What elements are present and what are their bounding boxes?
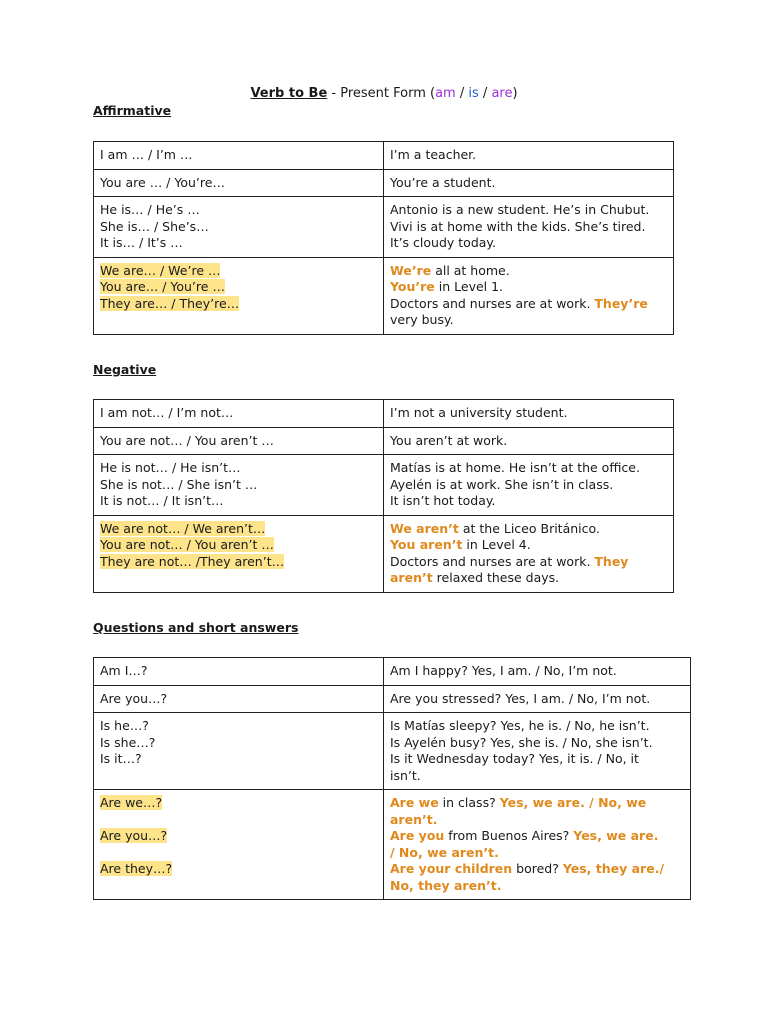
title-am: am — [435, 86, 456, 101]
cell-text: You are not… / You aren’t … — [100, 432, 274, 448]
cell-text: from Buenos Aires? — [444, 828, 574, 843]
questions-heading: Questions and short answers — [93, 620, 299, 635]
cell-text: Doctors and nurses are at work. — [390, 553, 595, 569]
highlight-word: We’re — [390, 262, 432, 278]
title-close: ) — [512, 86, 518, 101]
cell-text: in Level 4. — [462, 537, 531, 552]
cell-text: You aren’t at work. — [390, 432, 508, 448]
questions-table — [93, 657, 691, 900]
cell-text: Doctors and nurses are at work. — [390, 295, 595, 311]
highlight-word: They’re — [594, 295, 648, 311]
table-cell — [384, 790, 691, 900]
table-cell — [384, 685, 691, 713]
table-cell — [384, 257, 674, 334]
cell-text: Are you…? — [100, 690, 168, 706]
table-cell — [384, 455, 674, 516]
cell-text: You’re a student. — [390, 174, 496, 190]
table-row — [94, 257, 674, 334]
cell-text: in Level 1. — [434, 279, 504, 294]
highlight-word: aren’t — [390, 570, 433, 585]
cell-text: He is… / He’s … — [100, 202, 200, 217]
cell-text: relaxed these days. — [432, 570, 560, 585]
highlight-word: / No, we aren’t. — [390, 844, 499, 860]
table-cell — [94, 685, 384, 713]
table-row — [94, 685, 691, 713]
table-cell — [384, 658, 691, 686]
cell-text: Am I…? — [100, 663, 148, 678]
cell-text: very busy. — [390, 312, 454, 327]
table-cell — [384, 400, 674, 428]
table-cell — [94, 455, 384, 516]
highlight-word: Yes, they are./ — [562, 861, 665, 876]
highlighted-text: Are we…? — [100, 795, 163, 810]
affirmative-heading: Affirmative — [93, 103, 172, 118]
cell-text: It’s cloudy today. — [390, 235, 496, 250]
cell-text: Matías is at home. He isn’t at the office. — [390, 460, 640, 475]
cell-text: It is not… / It isn’t… — [100, 493, 224, 508]
table-row — [94, 427, 674, 455]
cell-text: Is Ayelén busy? Yes, she is. / No, she isn’t. — [390, 734, 653, 750]
table-cell — [94, 713, 384, 790]
cell-text: Is she…? — [100, 734, 156, 750]
cell-text: She is… / She’s… — [100, 218, 209, 234]
table-row — [94, 455, 674, 516]
table-row — [94, 400, 674, 428]
highlighted-text: We are not… / We aren’t… — [100, 520, 266, 536]
cell-text: Are you stressed? Yes, I am. / No, I’m not. — [390, 690, 651, 706]
cell-text: Is it…? — [100, 751, 142, 766]
cell-text: Am I happy? Yes, I am. / No, I’m not. — [390, 663, 617, 678]
cell-text: all at home. — [431, 262, 510, 278]
table-cell — [94, 427, 384, 455]
negative-table — [93, 399, 674, 593]
highlighted-text: You are not… / You aren’t … — [100, 537, 274, 552]
title-verb: Verb to Be — [250, 86, 328, 101]
table-cell — [94, 400, 384, 428]
highlight-word: Are we — [390, 795, 439, 810]
cell-text: bored? — [512, 861, 563, 876]
highlight-word: Are you — [390, 828, 445, 843]
table-cell — [94, 790, 384, 900]
highlighted-text: They are… / They’re… — [100, 295, 240, 311]
table-row — [94, 790, 691, 900]
cell-text: Ayelén is at work. She isn’t in class. — [390, 476, 614, 492]
table-cell — [94, 169, 384, 197]
cell-text: You are … / You’re… — [100, 174, 225, 190]
highlight-word: Are your children — [390, 861, 513, 876]
cell-text: I’m not a university student. — [390, 405, 568, 420]
cell-text: Is it Wednesday today? Yes, it is. / No, it — [390, 751, 639, 766]
cell-text: Is he…? — [100, 718, 149, 733]
table-cell — [384, 142, 674, 170]
table-row — [94, 197, 674, 258]
highlight-word: They — [594, 553, 629, 569]
cell-text: I am not… / I’m not… — [100, 405, 234, 420]
table-cell — [384, 713, 691, 790]
cell-text: It is… / It’s … — [100, 235, 183, 250]
cell-text: Is Matías sleepy? Yes, he is. / No, he isn’t. — [390, 718, 650, 733]
cell-text: I’m a teacher. — [390, 147, 477, 162]
highlight-word: We aren’t — [390, 520, 459, 536]
table-cell — [94, 197, 384, 258]
highlighted-text: Are they…? — [100, 861, 173, 876]
cell-text: She is not… / She isn’t … — [100, 476, 258, 492]
title-are: are — [491, 86, 513, 101]
table-cell — [384, 515, 674, 592]
cell-text: Vivi is at home with the kids. She’s tired. — [390, 218, 646, 234]
cell-text: Antonio is a new student. He’s in Chubut. — [390, 202, 650, 217]
title-slash-2: / — [478, 86, 492, 101]
table-cell — [384, 197, 674, 258]
negative-heading: Negative — [93, 362, 157, 377]
highlighted-text: Are you…? — [100, 828, 168, 843]
cell-text: I am … / I’m … — [100, 147, 193, 162]
table-cell — [94, 257, 384, 334]
table-cell — [94, 142, 384, 170]
highlighted-text: We are… / We’re … — [100, 262, 221, 278]
highlight-word: aren’t. — [390, 811, 438, 827]
cell-text: It isn’t hot today. — [390, 493, 496, 508]
highlight-word: You aren’t — [390, 537, 463, 552]
highlight-word: Yes, we are. — [573, 828, 659, 843]
highlight-word: You’re — [390, 279, 435, 294]
cell-text: He is not… / He isn’t… — [100, 460, 241, 475]
highlighted-text: You are… / You’re … — [100, 279, 225, 294]
title-rest: - Present Form ( — [327, 86, 436, 101]
page-title — [0, 86, 768, 101]
table-cell — [94, 658, 384, 686]
title-slash-1: / — [455, 86, 469, 101]
table-row — [94, 515, 674, 592]
table-row — [94, 713, 691, 790]
table-cell — [384, 169, 674, 197]
highlight-word: No, they aren’t. — [390, 877, 502, 893]
highlighted-text: They are not… /They aren’t… — [100, 553, 285, 569]
table-row — [94, 142, 674, 170]
table-cell — [384, 427, 674, 455]
table-cell — [94, 515, 384, 592]
cell-text: in class? — [438, 795, 500, 810]
cell-text: at the Liceo Británico. — [458, 520, 600, 536]
table-row — [94, 658, 691, 686]
table-row — [94, 169, 674, 197]
highlight-word: Yes, we are. / No, we — [499, 795, 647, 810]
cell-text: isn’t. — [390, 767, 421, 783]
affirmative-table — [93, 141, 674, 335]
title-is: is — [468, 86, 479, 101]
